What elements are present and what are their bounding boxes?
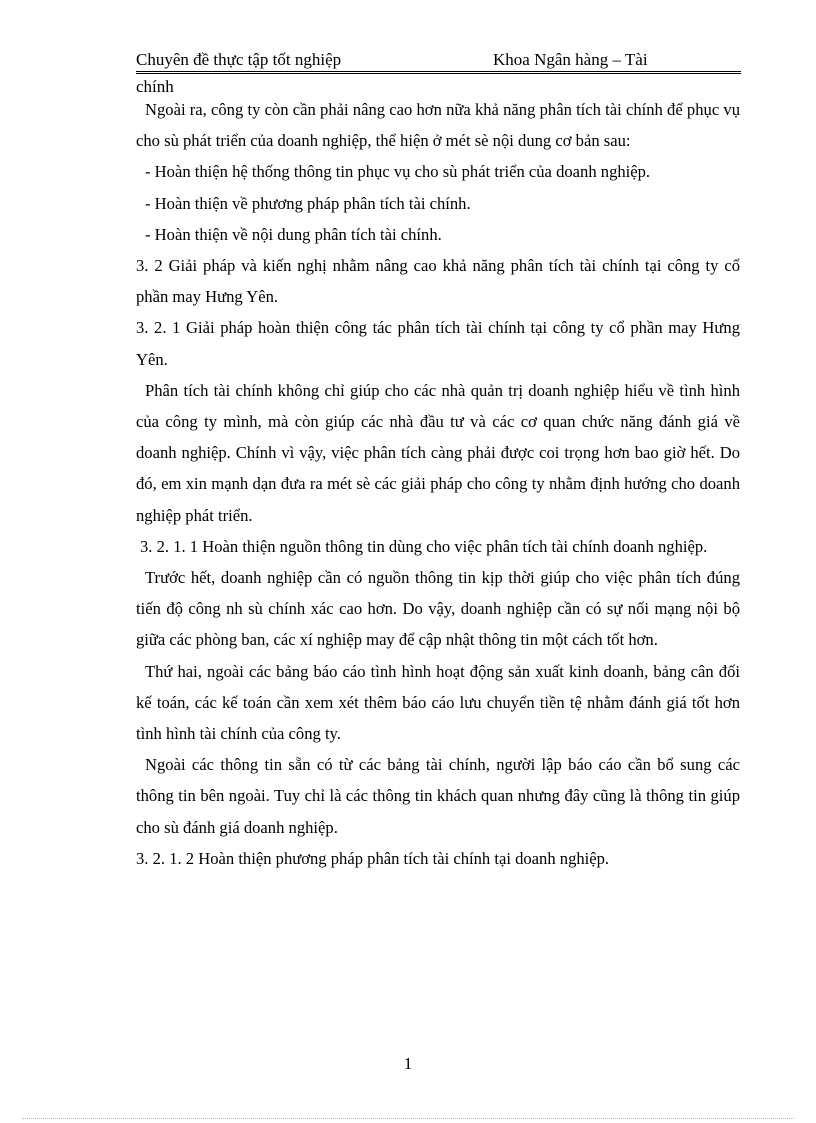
header-title-left: Chuyên đề thực tập tốt nghiệp bbox=[136, 50, 342, 69]
page-break-divider bbox=[22, 1118, 794, 1119]
paragraph: Ngoài các thông tin sẵn có từ các bảng tài chính, người lập báo cáo cần bổ sung các thông tin bên ngoài. Tuy chỉ là các thông tin khách quan nhưng đây cũng là thông tin giúp cho sù đánh giá doanh nghiệp. bbox=[136, 755, 740, 837]
list-item: - Hoàn thiện về phương pháp phân tích tài chính. bbox=[145, 193, 471, 213]
header-title-wrap: chính bbox=[136, 77, 174, 96]
paragraph: Trước hết, doanh nghiệp cần có nguồn thông tin kịp thời giúp cho việc phân tích đúng tiến độ công nh sù chính xác cao hơn. Do vậy, doanh nghiệp cần có sự nối mạng nội bộ giữa các phòng ban, các xí nghiệp may để cập nhật thông tin một cách tốt hơn. bbox=[136, 568, 740, 650]
paragraph: Thứ hai, ngoài các bảng báo cáo tình hình hoạt động sản xuất kinh doanh, bảng cân đối kế toán, các kế toán cần xem xét thêm báo cáo lưu chuyển tiền tệ nhằm đánh giá tốt hơn tình hình tài chính của công ty. bbox=[136, 661, 740, 744]
subsubsection-heading: 3. 2. 1. 1 Hoàn thiện nguồn thông tin dùng cho việc phân tích tài chính doanh nghiệp. bbox=[140, 536, 708, 556]
header-title-right: Khoa Ngân hàng – Tài bbox=[493, 50, 648, 69]
page-number: 1 bbox=[403, 1054, 413, 1073]
paragraph: Phân tích tài chính không chỉ giúp cho các nhà quản trị doanh nghiệp hiểu về tình hình của công ty mình, mà còn giúp các nhà đầu tư và các cơ quan chức năng đánh giá về doanh nghiệp. Chính vì vậy, việc phân tích càng phải được coi trọng hơn bao giờ hết. Do đó, em xin mạnh dạn đưa ra mét sè các giải pháp cho công ty nhằm định hướng cho doanh nghiệp phát triển. bbox=[136, 380, 740, 525]
section-heading: 3. 2 Giải pháp và kiến nghị nhằm nâng cao khả năng phân tích tài chính tại công ty cổ phần may Hưng Yên. bbox=[136, 256, 740, 307]
list-item: - Hoàn thiện hệ thống thông tin phục vụ cho sù phát triển của doanh nghiệp. bbox=[145, 162, 651, 182]
body-text bbox=[136, 94, 740, 874]
subsubsection-heading: 3. 2. 1. 2 Hoàn thiện phương pháp phân tích tài chính tại doanh nghiệp. bbox=[136, 848, 610, 868]
list-item: - Hoàn thiện về nội dung phân tích tài chính. bbox=[145, 224, 442, 244]
paragraph-intro: Ngoài ra, công ty còn cần phải nâng cao hơn nữa khả năng phân tích tài chính để phục vụ cho sù phát triển của doanh nghiệp, thể hiện ở mét sè nội dung cơ bản sau: bbox=[136, 100, 740, 151]
header-rule bbox=[136, 51, 741, 72]
subsection-heading: 3. 2. 1 Giải pháp hoàn thiện công tác phân tích tài chính tại công ty cổ phần may Hưng Yên. bbox=[136, 318, 740, 369]
running-header bbox=[136, 51, 741, 99]
